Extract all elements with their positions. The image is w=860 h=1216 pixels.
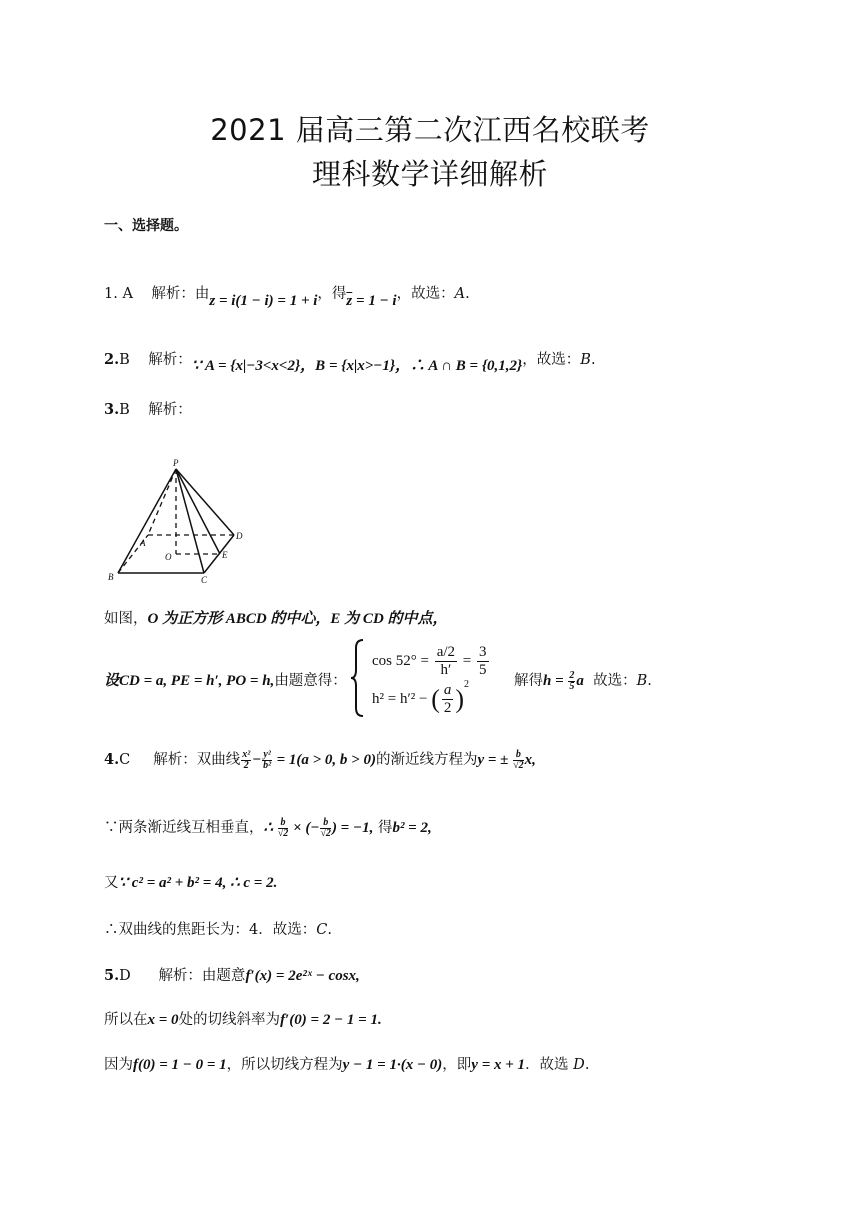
q1-number: 1. A [104, 286, 133, 302]
q1-tail: ，故选： [396, 286, 455, 302]
q4-line2-f2-top: b [320, 818, 331, 829]
q2-expression: ∵ A = {x|−3<x<2}，B = {x|x>−1}，∴ A ∩ B = {0,1,2} [191, 358, 523, 374]
q3-solve-post: a [576, 673, 584, 689]
q3-sys1-frac2-top: 3 [479, 644, 487, 660]
q3-solve-label: 解得 [514, 673, 543, 689]
q4-line2-pre: ∵两条渐近线互相垂直， [104, 820, 264, 836]
q3-line1 [104, 607, 448, 628]
doc-title-line1: 2021 届高三第二次江西名校联考 [210, 113, 650, 147]
q5-line2-m2: f′(0) = 2 − 1 = 1. [280, 1012, 382, 1028]
q5-line2-mid: 处的切线斜率为 [178, 1012, 281, 1028]
q3-sys1-eq: = [459, 652, 475, 669]
q3-solve-frac-top: 2 [569, 669, 575, 681]
label-a: A [140, 538, 146, 548]
label-p: P [173, 458, 179, 468]
q5-line2 [104, 1008, 382, 1029]
question-1 [104, 282, 470, 309]
q2-end: . [590, 352, 596, 368]
q1-result: = 1 − i [352, 293, 397, 309]
q3-solve-pre: h = [543, 673, 568, 689]
q3-answer: B [636, 673, 648, 689]
q4-hyp-y-top: y² [263, 748, 271, 760]
q5-line3-m3: y = x + 1 [471, 1057, 526, 1073]
q4-line3-math: ∵ c² = a² + b² = 4, ∴ c = 2. [118, 875, 278, 891]
q3-sys1-frac-top: a/2 [436, 644, 456, 660]
q4-number: 4. [104, 751, 120, 768]
q5-expression: f′(x) = 2e²ˣ − cosx, [245, 968, 360, 984]
q1-answer: A [454, 286, 466, 302]
q3-line1-math: O 为正方形 ABCD 的中心，E 为 CD 的中点， [147, 611, 448, 627]
label-b: B [108, 572, 114, 582]
q1-mid: ，得 [317, 286, 347, 302]
q3-line2-mid: 由题意得： [274, 673, 347, 689]
q3-system-eq1 [372, 644, 491, 679]
q4-line2-res: b² = 2, [392, 820, 432, 836]
pyramid-figure [100, 455, 260, 590]
q5-answer: D [573, 1057, 585, 1073]
q4-line2-f1-top: b [278, 818, 289, 829]
q5-line3-tail: ．故选 [525, 1057, 574, 1073]
q4-line2-f1-bot: √2 [277, 827, 289, 839]
q5-line3-pre: 因为 [104, 1057, 133, 1073]
q5-line3 [104, 1053, 589, 1074]
q3-sys1-frac2-bot: 5 [479, 662, 487, 678]
q5-number: 5. [104, 967, 120, 984]
q4-line2-a: ∴ [263, 820, 277, 836]
q4-line2-c: ) = −1, [331, 820, 374, 836]
q4-line4-text: ∴双曲线的焦距长为：4．故选： [104, 922, 317, 938]
doc-title-line2: 理科数学详细解析 [311, 157, 548, 191]
q4-end: . [327, 922, 332, 938]
q3-solve-frac-bot: 5 [569, 680, 575, 692]
q4-asym-bot: √2 [513, 759, 524, 771]
q4-line3-pre: 又 [104, 875, 119, 891]
label-e: E [222, 550, 228, 560]
q3-line2 [104, 669, 347, 690]
q3-line2-math: CD = a, PE = h′, PO = h, [119, 673, 275, 689]
q4-line4 [104, 918, 332, 939]
brace-icon [350, 638, 366, 718]
q4-answer: C [316, 922, 328, 938]
q4-hyp-rest: = 1(a > 0, b > 0) [272, 752, 376, 768]
q5-line3-m1: f(0) = 1 − 0 = 1 [133, 1057, 227, 1073]
question-2 [104, 348, 596, 374]
q3-end: . [647, 673, 652, 689]
q2-number: 2. [104, 351, 120, 368]
q2-letter: B [119, 352, 130, 368]
q4-mid: 的渐近线方程为 [375, 752, 478, 768]
edge-cd [204, 535, 234, 573]
q5-line3-mid: ，所以切线方程为 [226, 1057, 343, 1073]
label-d: D [236, 531, 243, 541]
q3-line2-pre: 设 [104, 673, 120, 689]
q5-line2-m1: x = 0 [147, 1012, 179, 1028]
q2-label: 解析： [148, 352, 192, 368]
q3-system-eq2: h² = h′² − ( $\frac{a}{2}$ )$^2$ [372, 678, 470, 716]
q4-asym-top: b [513, 750, 524, 761]
q4-asym-post: x, [524, 752, 536, 768]
q4-line2-f2-bot: √2 [320, 827, 331, 839]
section-heading: 一、选择题。 [104, 218, 188, 234]
label-c: C [201, 575, 208, 585]
q4-line3 [104, 871, 277, 892]
q3-sys2-frac-bot: 2 [443, 700, 452, 716]
q4-hyp-x-bot: 2 [243, 759, 249, 771]
q4-line2 [104, 816, 432, 839]
q4-hyp-y-bot: b² [263, 759, 272, 771]
q5-end: . [584, 1057, 590, 1073]
q3-solve [514, 669, 652, 692]
question-5 [104, 964, 360, 985]
q4-label: 解析：双曲线 [153, 752, 241, 768]
q4-asym-pre: y = ± [477, 752, 513, 768]
q3-sys1-frac-bot: h′ [440, 662, 452, 678]
q3-label: 解析： [148, 402, 192, 418]
q1-equation: z = i(1 − i) = 1 + i [209, 293, 318, 309]
q1-end: . [465, 286, 470, 302]
q4-line2-b: × (− [289, 820, 320, 836]
q4-hyp-x-top: x² [242, 748, 251, 760]
q5-letter: D [119, 968, 131, 984]
q3-letter: B [119, 402, 130, 418]
q3-line1-pre: 如图， [104, 611, 148, 627]
question-4: 4.C 解析：双曲线 $\frac{\text{x²}}{2}$ − $\frac{\text{y²}}{\text{b²}}$ = 1(a > 0, b > 0)的渐近线方程为y = ± $\frac{b}{√2}$ x, [104, 748, 536, 771]
question-3 [104, 398, 192, 419]
q4-line2-mid: 得 [377, 820, 393, 836]
q4-letter: C [119, 752, 131, 768]
q3-tail: 故选： [593, 673, 637, 689]
q3-sys2-frac-top: a [443, 682, 452, 698]
q5-line2-pre: 所以在 [104, 1012, 148, 1028]
q2-tail: ，故选： [522, 352, 581, 368]
q1-zbar: $\overline{z}$ [346, 293, 353, 309]
edge-pa [148, 469, 176, 535]
q3-sys1-lhs: cos 52° = [372, 652, 433, 669]
q5-line3-mid2: ，即 [442, 1057, 472, 1073]
q5-label: 解析：由题意 [158, 968, 246, 984]
q3-sys2-lhs: h² = h′² − [372, 690, 432, 707]
label-o: O [165, 552, 172, 562]
q3-number: 3. [104, 401, 120, 418]
q1-label: 解析：由 [151, 286, 210, 302]
q2-answer: B [580, 352, 591, 368]
q5-line3-m2: y − 1 = 1·(x − 0) [342, 1057, 443, 1073]
